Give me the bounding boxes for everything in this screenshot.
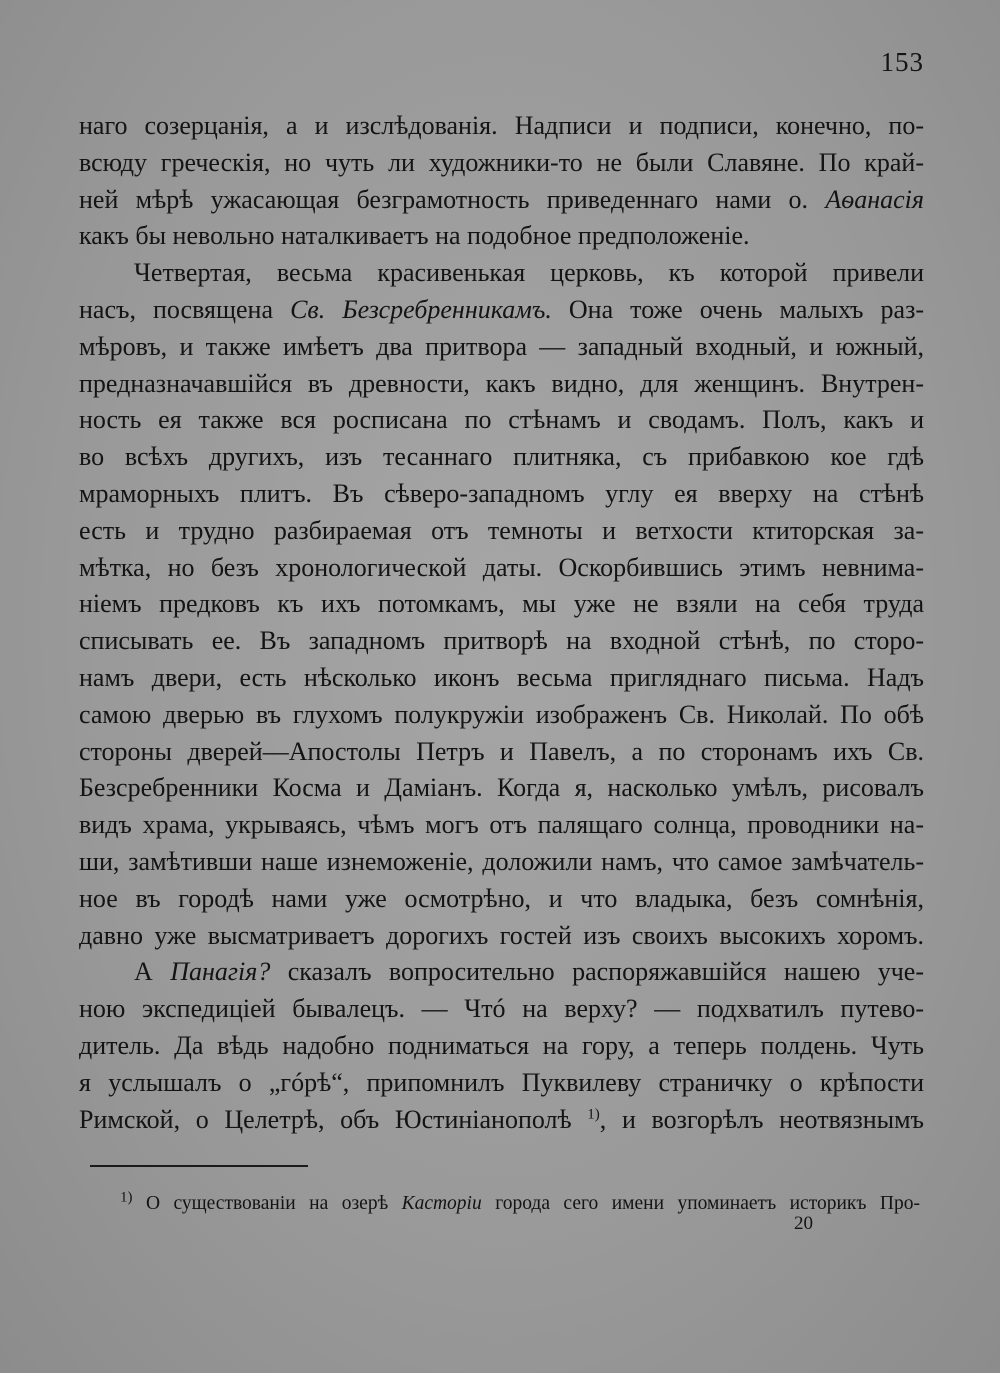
text-line: во всѣхъ другихъ, изъ тесаннаго плитняка, съ прибавкою кое гдѣ (79, 442, 924, 472)
text-line: намъ двери, есть нѣсколько иконъ весьма пригляднаго письма. Надъ (79, 662, 924, 692)
text-line: всюду греческія, но чуть ли художники-то не были Славяне. По край- (79, 147, 924, 177)
text-line: насъ, посвящена Св. Безсребренникамъ. Она тоже очень малыхъ раз- (79, 294, 925, 324)
text-line: Римской, о Целетрѣ, объ Юстиніанополѣ $^{1)}$, и возгорѣлъ неотвязнымъ (79, 1104, 924, 1134)
text-line: мѣровъ, и также имѣетъ два притвора — западный входный, и южный, (79, 331, 924, 361)
text-line: списывать ее. Въ западномъ притворѣ на входной стѣнѣ, по сторо- (79, 626, 924, 656)
text-line: Безсребренники Косма и Даміанъ. Когда я, насколько умѣлъ, рисовалъ (79, 773, 924, 803)
text-line: предназначавшійся въ древности, какъ видно, для женщинъ. Внутрен- (79, 368, 924, 398)
paragraph-first-line: А Панагія? сказалъ вопросительно распоряжавшійся нашею уче- (134, 957, 924, 987)
paragraph-first-line: Четвертая, весьма красивенькая церковь, къ которой привели (134, 258, 924, 288)
text-line: я услышалъ о „гóрѣ“, припомнилъ Пуквилеву страничку о крѣпости (79, 1067, 924, 1097)
page-number: 153 (880, 47, 924, 77)
text-line: есть и трудно разбираемая отъ темноты и ветхости ктиторская за- (79, 515, 924, 545)
italic-name: Св. Безсребренникамъ. (290, 294, 552, 324)
text-line: мѣтка, но безъ хронологической даты. Оскорбившись этимъ невнима- (79, 552, 924, 582)
footnote: $^{1)}$ О существованіи на озерѣ Касторіи города сего имени упоминаетъ историкъ Про- (120, 1189, 920, 1214)
italic-name: Касторіи (401, 1193, 482, 1214)
text-line: какъ бы невольно наталкиваетъ на подобное предположеніе. (79, 221, 750, 251)
text-line: давно уже высматриваетъ дорогихъ гостей изъ своихъ высокихъ хоромъ. (79, 920, 924, 950)
text-line: ши, замѣтивши наше изнеможеніе, доложили намъ, что самое замѣчатель- (79, 846, 924, 876)
text-line: ною экспедиціей бывалецъ. — Чтó на верху? — подхватилъ путево- (79, 994, 924, 1024)
body-text (79, 108, 924, 1138)
text-line: видъ храма, укрываясь, чѣмъ могъ отъ палящаго солнца, проводники на- (79, 810, 924, 840)
footnote-rule (90, 1165, 308, 1167)
signature-mark: 20 (794, 1213, 813, 1234)
text-line: дитель. Да вѣдь надобно подниматься на гору, а теперь полдень. Чуть (79, 1030, 924, 1060)
text-line: мраморныхъ плитъ. Въ сѣверо-западномъ углу ея вверху на стѣнѣ (79, 478, 924, 508)
footnote-marker: 1) (120, 1189, 133, 1206)
text-line: ное въ городѣ нами уже осмотрѣно, и что владыка, безъ сомнѣнія, (79, 883, 924, 913)
text-line: наго созерцанія, а и изслѣдованія. Надписи и подписи, конечно, по- (79, 111, 924, 140)
text-line: стороны дверей—Апостолы Петръ и Павелъ, а по сторонамъ ихъ Св. (79, 736, 924, 766)
italic-name: Аѳанасія (825, 184, 924, 214)
footnote-marker: 1) (587, 1105, 600, 1122)
italic-name: Панагія? (170, 957, 271, 987)
text-line: ность ея также вся росписана по стѣнамъ и сводамъ. Полъ, какъ и (79, 405, 924, 435)
text-line: ней мѣрѣ ужасающая безграмотность приведеннаго нами о. Аѳанасія (79, 184, 924, 214)
text-line: самою дверью въ глухомъ полукружіи изображенъ Св. Николай. По обѣ (79, 699, 924, 729)
text-line: ніемъ предковъ къ ихъ потомкамъ, мы уже не взяли на себя труда (79, 589, 924, 619)
